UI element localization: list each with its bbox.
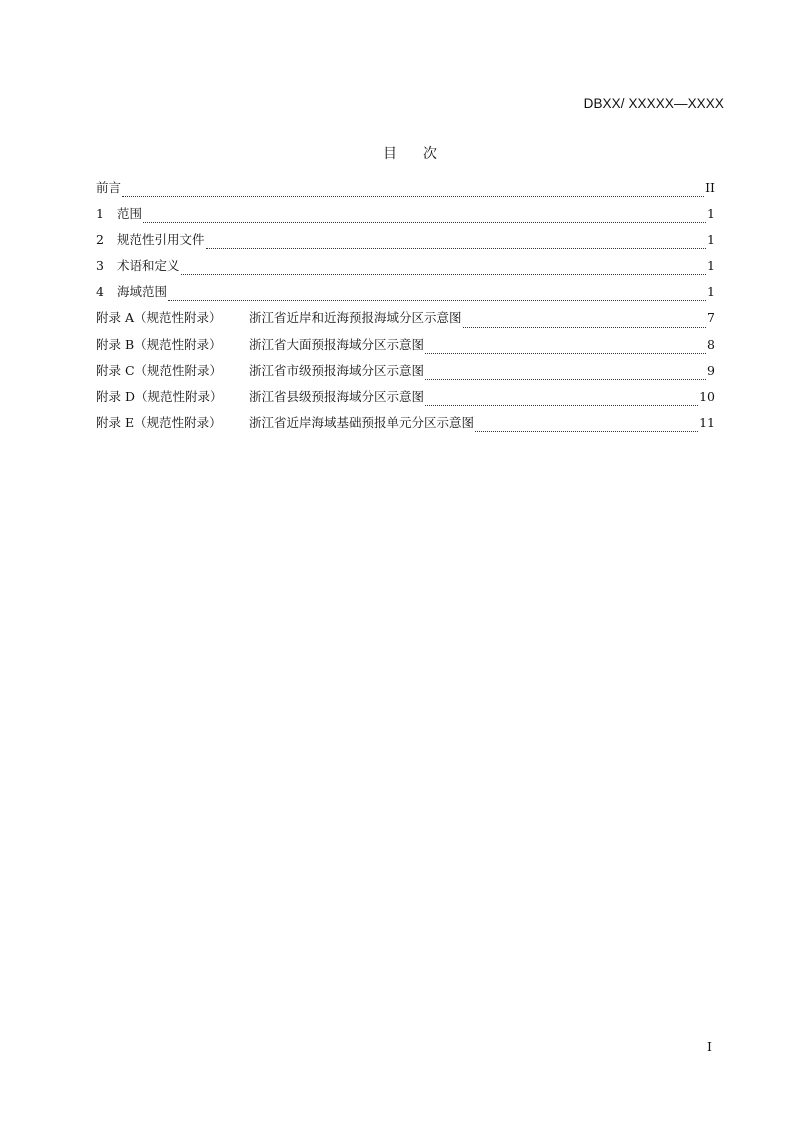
toc-entry-page: 9 (707, 362, 715, 378)
toc-entry-terms[interactable] (96, 257, 715, 283)
toc-title (0, 143, 800, 163)
toc-leader-dots (475, 431, 698, 432)
toc-leader-dots (181, 274, 707, 275)
toc-entry-appendix-label: 附录 D（规范性附录） (96, 388, 223, 404)
toc-entry-preface[interactable] (96, 179, 715, 205)
toc-entry-appendix-c[interactable] (96, 362, 715, 388)
toc-entry-page: 11 (699, 414, 715, 430)
toc-entry-sea-area-scope[interactable] (96, 283, 715, 309)
toc-entry-title: 海域范围 (117, 284, 168, 300)
toc-entry-number: 3 (96, 258, 104, 274)
toc-leader-dots (425, 353, 706, 354)
toc-entry-page: 1 (707, 284, 715, 300)
toc-entry-number: 4 (96, 284, 104, 300)
toc-entry-title: 术语和定义 (117, 258, 180, 274)
toc-leader-dots (168, 300, 706, 301)
toc-title-part1: 目 (383, 146, 397, 162)
toc-entry-page: II (705, 180, 715, 195)
toc-list (96, 179, 715, 440)
toc-leader-dots (425, 379, 706, 380)
toc-entry-page: 1 (707, 258, 715, 274)
toc-entry-scope[interactable] (96, 205, 715, 231)
toc-entry-number: 2 (96, 232, 104, 248)
toc-entry-page: 7 (707, 310, 715, 326)
toc-leader-dots (143, 222, 706, 223)
toc-entry-page: 8 (707, 336, 715, 352)
toc-leader-dots (463, 327, 707, 328)
toc-leader-dots (206, 248, 707, 249)
toc-entry-page: 10 (699, 388, 715, 404)
toc-entry-title: 浙江省县级预报海域分区示意图 (249, 388, 425, 404)
toc-entry-appendix-label: 附录 B（规范性附录） (96, 336, 222, 352)
toc-entry-appendix-b[interactable] (96, 336, 715, 362)
toc-entry-title: 前言 (96, 180, 122, 195)
toc-entry-page: 1 (707, 206, 715, 222)
toc-entry-appendix-e[interactable] (96, 414, 715, 440)
toc-entry-title: 浙江省近岸海域基础预报单元分区示意图 (249, 414, 475, 430)
toc-entry-appendix-d[interactable] (96, 388, 715, 414)
toc-entry-appendix-label: 附录 A（规范性附录） (96, 310, 222, 326)
toc-entry-title: 范围 (117, 206, 143, 222)
page-number: I (707, 1039, 712, 1054)
toc-entry-appendix-label: 附录 E（规范性附录） (96, 414, 222, 430)
toc-entry-appendix-label: 附录 C（规范性附录） (96, 362, 223, 378)
toc-entry-title: 浙江省大面预报海域分区示意图 (249, 336, 425, 352)
document-code: DBXX/ XXXXX—XXXX (583, 96, 724, 111)
toc-leader-dots (122, 196, 704, 197)
toc-entry-page: 1 (707, 232, 715, 248)
toc-entry-appendix-a[interactable] (96, 309, 715, 335)
toc-entry-title: 浙江省市级预报海域分区示意图 (249, 362, 425, 378)
toc-entry-title: 规范性引用文件 (117, 232, 205, 248)
toc-entry-normative-references[interactable] (96, 231, 715, 257)
toc-leader-dots (425, 405, 698, 406)
toc-entry-number: 1 (96, 206, 104, 222)
toc-title-part2: 次 (423, 146, 437, 162)
toc-entry-title: 浙江省近岸和近海预报海域分区示意图 (249, 310, 462, 326)
